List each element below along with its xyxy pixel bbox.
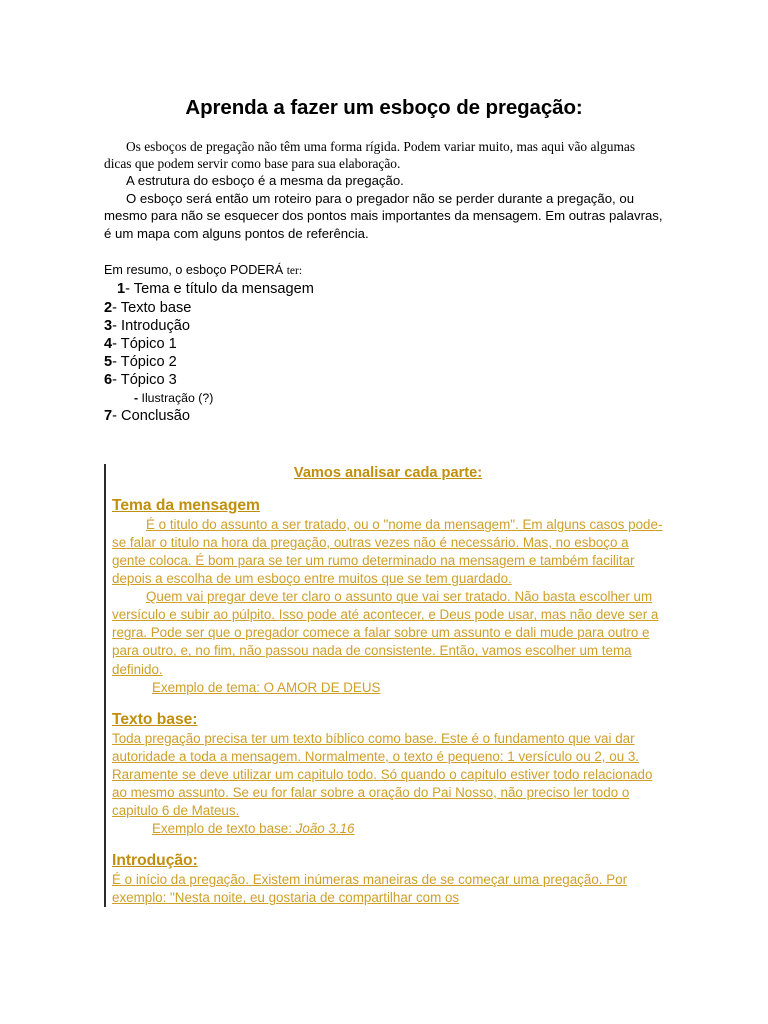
outline-item-number: 7 <box>104 407 113 424</box>
outline-item-number: - <box>134 390 139 405</box>
section-heading-introducao: Introdução: <box>112 852 198 870</box>
outline-item-label: Tópico 3 <box>120 372 177 389</box>
outline-item-separator: - <box>112 299 121 316</box>
outline-item-separator: - <box>112 317 122 334</box>
outline-item-label: Tópico 1 <box>120 335 177 352</box>
outline-item-number: 5 <box>104 354 113 371</box>
summary-lead-tail: ter: <box>286 265 303 278</box>
outline-item-number: 2 <box>104 299 113 316</box>
revised-gold-section <box>104 464 664 908</box>
outline-item-label: Conclusão <box>121 407 191 424</box>
tema-example: Exemplo de tema: O AMOR DE DEUS <box>152 679 381 695</box>
list-item <box>104 299 664 317</box>
outline-item-label: Tema e título da mensagem <box>133 281 314 298</box>
section-heading-texto-base: Texto base: <box>112 710 198 728</box>
outline-item-separator: - <box>112 335 121 352</box>
texto-base-paragraph-1: Toda pregação precisa ter um texto bíblico como base. Este é o fundamento que vai dar autoridade a toda a mensagem. Normalmente, o texto é pequeno: 1 versículo ou 2, ou 3. Raramente se deve utilizar um capitulo todo. Só quando o capitulo estiver todo relacionado ao mesmo assunto. Se eu for falar sobre a oração do Pai Nosso, não preciso ler todo o capitulo 6 de Mateus. <box>112 730 653 819</box>
outline-list <box>104 280 664 424</box>
list-item-sub <box>104 390 664 407</box>
summary-lead-main: Em resumo, o esboço PODERÁ <box>104 263 287 278</box>
outline-item-number: 4 <box>104 335 113 352</box>
texto-base-example-label: Exemplo de texto base: <box>152 821 296 837</box>
list-item <box>104 353 664 371</box>
outline-item-separator: - <box>112 407 122 424</box>
outline-item-separator: - <box>125 281 134 298</box>
list-item <box>104 407 664 425</box>
outline-item-number: 3 <box>104 317 113 334</box>
outline-item-label: Introdução <box>121 317 191 334</box>
texto-base-example <box>112 820 664 838</box>
intro-paragraph-3: O esboço será então um roteiro para o pregador não se perder durante a pregação, ou mesmo para não se esquecer dos pontos mais importantes da mensagem. Em outras palavras, é um mapa com alguns pontos de referência. <box>104 190 663 241</box>
page-title: Aprenda a fazer um esboço de pregação: <box>185 96 583 119</box>
outline-item-separator: - <box>112 372 121 389</box>
list-item <box>104 371 664 389</box>
intro-paragraph-2: A estrutura do esboço é a mesma da pregação. <box>126 173 404 188</box>
outline-item-label: Ilustração (?) <box>141 390 214 405</box>
spacer <box>112 838 664 851</box>
list-item <box>104 335 664 353</box>
intro-block <box>104 139 664 242</box>
tema-paragraph-2: Quem vai pregar deve ter claro o assunto que vai ser tratado. Não basta escolher um versículo e subir ao púlpito. Isso pode até acontecer, e Deus pode usar, mas não deve ser a regra. Pode ser que o pregador comece a falar sobre um assunto e dali mude para outro e para outro, e, no fim, não passou nada de consistente. Então, vamos escolher um tema definido. <box>112 589 659 677</box>
section-heading-vamos-analisar: Vamos analisar cada parte: <box>293 464 483 481</box>
list-item <box>104 317 664 335</box>
outline-item-label: Tópico 2 <box>120 354 177 371</box>
tema-paragraph-1: É o titulo do assunto a ser tratado, ou o "nome da mensagem". Em alguns casos pode-se falar o titulo na hora da pregação, outras vezes não é necessário. Mas, no esboço a gente coloca. É bom para se ter um rumo determinado na mensagem e também facilitar depois a escolha de um esboço entre muitos que se tem guardado. <box>112 516 663 587</box>
outline-item-number: 6 <box>104 372 113 389</box>
intro-paragraph-1: Os esboços de pregação não têm uma forma rígida. Podem variar muito, mas aqui vão algumas dicas que podem servir como base para sua elaboração. <box>104 139 636 171</box>
spacer <box>112 697 664 710</box>
summary-lead-in <box>104 262 664 280</box>
outline-item-label: Texto base <box>120 299 192 316</box>
outline-item-number: 1 <box>117 281 126 298</box>
list-item <box>104 280 664 298</box>
section-heading-tema-da-mensagem: Tema da mensagem <box>112 496 260 514</box>
texto-base-example-reference: João 3.16 <box>295 821 355 837</box>
document-content-column <box>104 0 664 907</box>
outline-item-separator: - <box>112 354 121 371</box>
introducao-paragraph-1: É o início da pregação. Existem inúmeras maneiras de se começar uma pregação. Por exemplo: "Nesta noite, eu gostaria de compartilhar com os <box>112 872 628 906</box>
